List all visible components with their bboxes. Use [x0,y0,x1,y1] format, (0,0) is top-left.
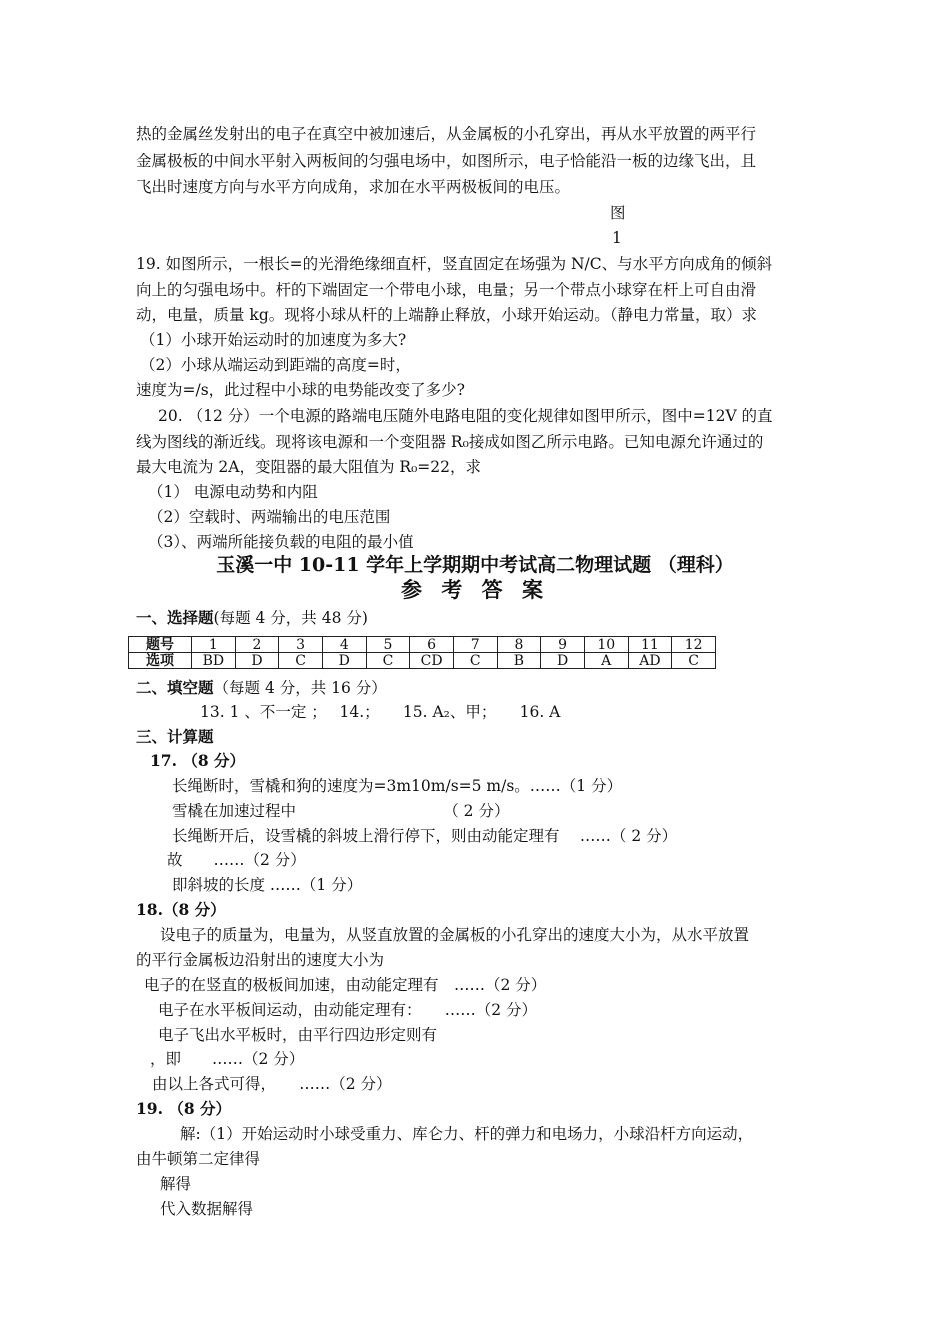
answer-19-line: 解得 [160,1175,192,1193]
question-number: 3 [279,637,323,653]
question-number: 11 [628,637,672,653]
q19-line-1: 19. 如图所示，一根长=的光滑绝缘细直杆，竖直固定在场强为 N/C、与水平方向成角的倾斜 [136,255,773,273]
answer-18-line: 电子的在竖直的极板间加速，由动能定理有 ……（2 分） [144,976,547,994]
answer-table-answer-row [129,653,716,669]
q19-sub-1: （1）小球开始运动时的加速度为多大? [140,331,407,349]
figure-label-text: 图 [610,204,626,222]
question-number: 4 [322,637,366,653]
answer-17-line: 长绳断时，雪橇和狗的速度为=3m10m/s=5 m/s。……（1 分） [172,777,623,795]
answer-choice: D [541,653,585,669]
answer-table-row-label: 选项 [129,653,192,669]
answer-table-header-row [129,637,716,653]
answer-table [128,636,716,669]
q20-sub-3: （3）、两端所能接负载的电阻的最小值 [148,533,414,551]
answer-17-line: 雪橇在加速过程中 （ 2 分） [172,802,510,820]
q20-line-1: 20. （12 分）一个电源的路端电压随外电路电阻的变化规律如图甲所示，图中=12V 的直 [158,407,773,425]
question-number: 9 [541,637,585,653]
section-2-title: 二、填空题 [136,678,214,697]
q20-sub-1: （1） 电源电动势和内阻 [148,483,318,501]
q19-sub-2: （2）小球从端运动到距端的高度=时， [140,356,411,374]
q18-line-1: 热的金属丝发射出的电子在真空中被加速后，从金属板的小孔穿出，再从水平放置的两平行 [136,125,757,143]
q19-sub-2-cont: 速度为=/s，此过程中小球的电势能改变了多少? [136,381,465,399]
answer-19-line: 代入数据解得 [160,1200,254,1218]
section-1-heading [136,608,368,628]
question-number: 7 [453,637,497,653]
answer-table-row-label: 题号 [129,637,192,653]
q19-line-2: 向上的匀强电场中。杆的下端固定一个带电小球，电量；另一个带点小球穿在杆上可自由滑 [136,281,757,299]
answer-choice: D [322,653,366,669]
answer-19-heading: 19. （8 分） [136,1099,232,1118]
q18-line-3: 飞出时速度方向与水平方向成角，求加在水平两极板间的电压。 [136,178,571,196]
section-3-heading: 三、计算题 [136,727,214,746]
answer-choice: C [672,653,716,669]
answer-choice: C [366,653,410,669]
answer-choice: C [279,653,323,669]
answer-19-line: 由牛顿第二定律得 [136,1150,261,1168]
answer-17-line: 即斜坡的长度 ……（1 分） [172,876,363,894]
answer-choice: BD [192,653,236,669]
section-1-note: (每题 4 分，共 48 分) [213,609,368,627]
q20-sub-2: （2）空载时、两端输出的电压范围 [148,508,391,526]
section-1-title: 一、选择题 [136,608,214,627]
q20-line-3: 最大电流为 2A，变阻器的最大阻值为 R₀=22，求 [136,458,482,476]
answer-18-line: 电子飞出水平板时，由平行四边形定则有 [158,1026,438,1044]
figure-label-number: 1 [612,229,622,247]
question-number: 8 [497,637,541,653]
answer-choice: CD [410,653,454,669]
answer-18-heading: 18.（8 分） [136,900,226,919]
answer-choice: B [497,653,541,669]
question-number: 6 [410,637,454,653]
section-2-note: （每题 4 分，共 16 分） [213,679,387,697]
answer-17-heading: 17. （8 分） [150,751,246,770]
question-number: 5 [366,637,410,653]
answer-18-line: 设电子的质量为，电量为，从竖直放置的金属板的小孔穿出的速度大小为，从水平放置 [160,926,750,944]
answer-choice: AD [628,653,672,669]
answer-18-line: 的平行金属板边沿射出的速度大小为 [136,951,385,969]
q20-line-2: 线为图线的渐近线。现将该电源和一个变阻器 R₀接成如图乙所示电路。已知电源允许通过的 [136,433,764,451]
answer-19-line: 解:（1）开始运动时小球受重力、库仑力、杆的弹力和电场力，小球沿杆方向运动， [180,1125,754,1143]
question-number: 2 [235,637,279,653]
answer-17-line: 长绳断开后，设雪橇的斜坡上滑行停下，则由动能定理有 ……（ 2 分） [172,827,678,845]
q19-line-3: 动，电量，质量 kg。现将小球从杆的上端静止释放，小球开始运动。（静电力常量，取）求 [136,306,757,324]
fill-in-answers: 13. 1 、不一定 ； 14.； 15. A₂、甲； 16. A [200,703,561,721]
section-2-heading [136,678,387,698]
answer-18-line: 电子在水平板间运动，由动能定理有： ……（2 分） [158,1001,538,1019]
answer-17-line: 故 ……（2 分） [167,851,306,869]
answer-choice: A [584,653,628,669]
answer-key-title: 玉溪一中 10-11 学年上学期期中考试高二物理试题 （理科） [216,554,734,576]
answer-18-line: ，即 ……（2 分） [150,1050,305,1068]
answer-18-line: 由以上各式可得， ……（2 分） [152,1075,392,1093]
answer-key-subtitle: 参 考 答 案 [401,577,549,602]
question-number: 1 [192,637,236,653]
answer-choice: D [235,653,279,669]
question-number: 10 [584,637,628,653]
q18-line-2: 金属极板的中间水平射入两板间的匀强电场中，如图所示，电子恰能沿一板的边缘飞出，且 [136,152,757,170]
answer-choice: C [453,653,497,669]
question-number: 12 [672,637,716,653]
